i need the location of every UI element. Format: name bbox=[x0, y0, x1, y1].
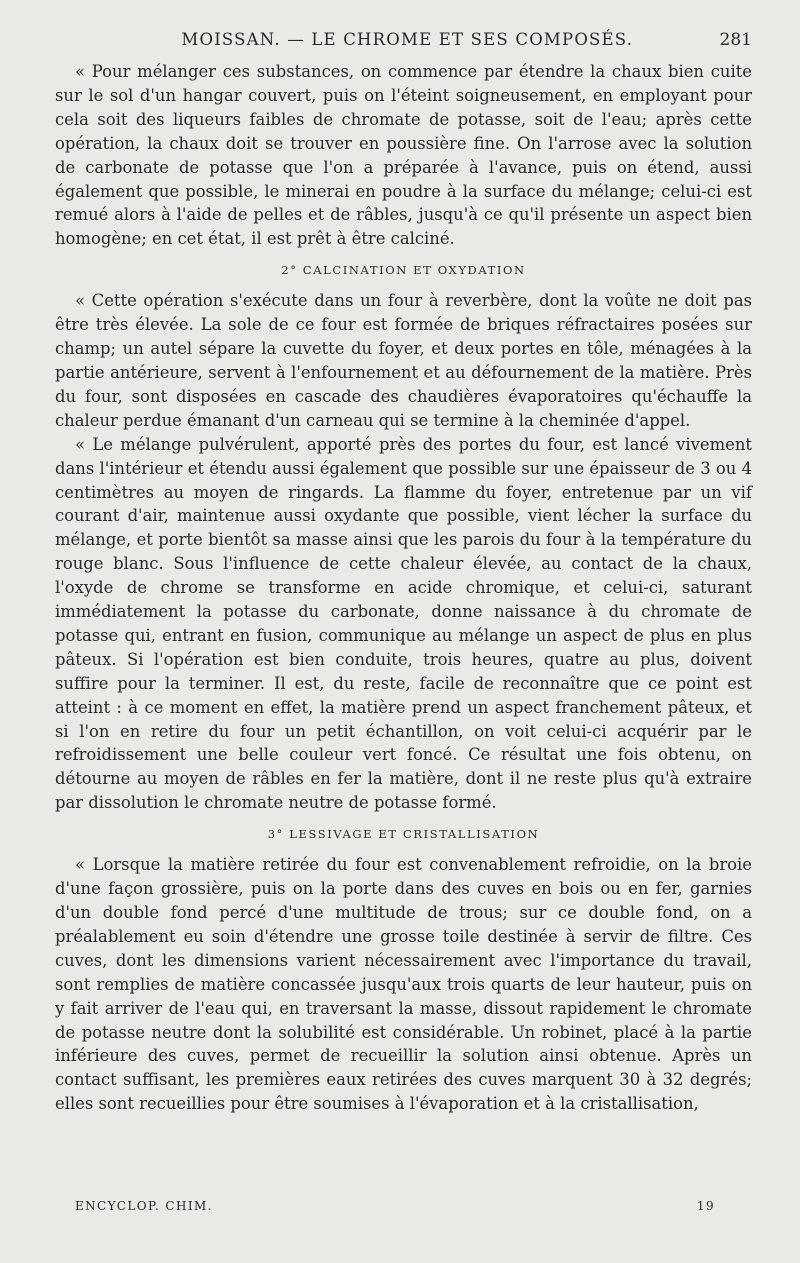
section-heading-calcination: 2° CALCINATION ET OXYDATION bbox=[281, 263, 526, 278]
running-head bbox=[55, 30, 752, 60]
paragraph-2: « Cette opération s'exécute dans un four à reverbère, dont la voûte ne doit pas être très élevée. La sole de ce four est formée de briques réfractaires posées sur champ; un autel sépare la cuvette du foyer, et deux portes en tôle, ménagées à la partie antérieure, servent à l'enfournement et au défournement de la matière. Près du four, sont disposées en cascade des chaudières évaporatoires qu'échauffe la chaleur perdue émanant d'un carneau qui se termine à la cheminée d'appel. bbox=[55, 291, 752, 430]
page-footer bbox=[75, 1199, 715, 1213]
page-number: 281 bbox=[719, 30, 752, 50]
running-head-title: MOISSAN. — LE CHROME ET SES COMPOSÉS. bbox=[181, 30, 634, 49]
paragraph-1: « Pour mélanger ces substances, on commence par étendre la chaux bien cuite sur le sol d'un hangar couvert, puis on l'éteint soigneusement, en employant pour cela soit des liqueurs faibles de chromate de potasse, soit de l'eau; après cette opération, la chaux doit se trouver en poussière fine. On l'arrose avec la solution de carbonate de potasse que l'on a préparée à l'avance, puis on étend, aussi également que possible, le minerai en poudre à la surface du mélange; celui-ci est remué alors à l'aide de pelles et de râbles, jusqu'à ce qu'il présente un aspect bien homogène; en cet état, il est prêt à être calciné. bbox=[55, 62, 752, 249]
paragraph-3: « Le mélange pulvérulent, apporté près des portes du four, est lancé vivement dans l'intérieur et étendu aussi également que possible sur une épaisseur de 3 ou 4 centimètres au moyen de ringards. La flamme du foyer, entretenue par un vif courant d'air, maintenue aussi oxydante que possible, vient lécher la surface du mélange, et porte bientôt sa masse ainsi que les parois du four à la température du rouge blanc. Sous l'influence de cette chaleur élevée, au contact de la chaux, l'oxyde de chrome se transforme en acide chromique, et celui-ci, saturant immédiatement la potasse du carbonate, donne naissance à du chromate de potasse qui, entrant en fusion, communique au mélange un aspect de plus en plus pâteux. Si l'opération est bien conduite, trois heures, quatre au plus, doivent suffire pour la terminer. Il est, du reste, facile de reconnaître que ce point est atteint : à ce moment en effet, la matière prend un aspect franchement pâteux, et si l'on en retire du four un petit échantillon, on voit celui-ci acquérir par le refroidissement une belle couleur vert foncé. Ce résultat une fois obtenu, on détourne au moyen de râbles en fer la matière, dont il ne reste plus qu'à extraire par dissolution le chromate neutre de potasse formé. bbox=[55, 434, 752, 813]
section-heading-lessivage: 3° LESSIVAGE ET CRISTALLISATION bbox=[267, 827, 540, 842]
footer-sheet-number: 19 bbox=[696, 1199, 715, 1213]
footer-signature: ENCYCLOP. CHIM. bbox=[75, 1199, 213, 1213]
page-body bbox=[55, 60, 752, 1116]
paragraph-4: « Lorsque la matière retirée du four est convenablement refroidie, on la broie d'une façon grossière, puis on la porte dans des cuves en bois ou en fer, garnies d'un double fond percé d'une multitude de trous; sur ce double fond, on a préalablement eu soin d'étendre une grosse toile destinée à servir de filtre. Ces cuves, dont les dimensions varient nécessairement avec l'importance du travail, sont remplies de matière concassée jusqu'aux trois quarts de leur hauteur, puis on y fait arriver de l'eau qui, en traversant la masse, dissout rapidement le chromate de potasse neutre dont la solubilité est considérable. Un robinet, placé à la partie inférieure des cuves, permet de recueillir la solution ainsi obtenue. Après un contact suffisant, les premières eaux retirées des cuves marquent 30 à 32 degrés; elles sont recueillies pour être soumises à l'évaporation et à la cristallisation, bbox=[55, 855, 752, 1114]
